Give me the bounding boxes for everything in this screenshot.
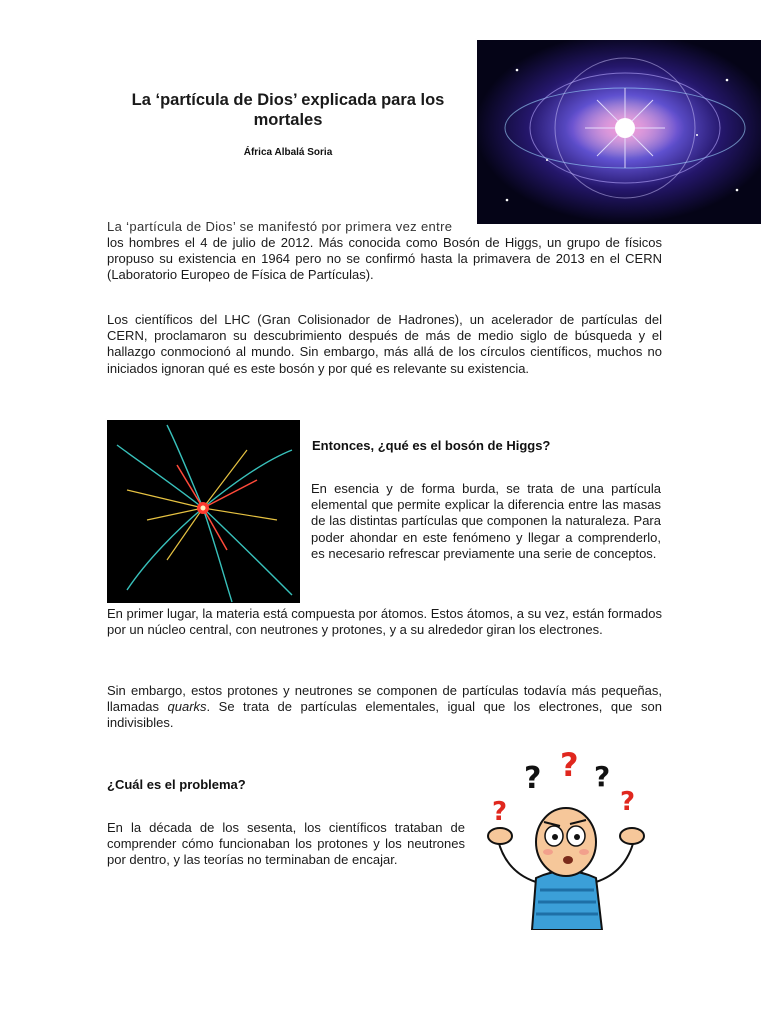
svg-text:?: ? — [524, 761, 542, 796]
paragraph-3: En esencia y de forma burda, se trata de una partícula elemental que permite explicar la diferencia entre las masas de las distintas partículas que componen la naturaleza. Para poder ahondar en este fenómeno y llegar a comprenderlo, es necesario refrescar previamente una serie de conceptos. — [311, 481, 661, 561]
cosmic-energy-burst-image — [477, 40, 761, 224]
lead-first-line: La ‘partícula de Dios’ se manifestó por primera vez entre — [107, 219, 453, 234]
paragraph-5-text-end: . Se trata de partículas elementales, igual que los electrones, que son indivisibles. — [107, 699, 662, 731]
paragraph-2: Los científicos del LHC (Gran Colisionador de Hadrones), un acelerador de partículas del CERN, proclamaron su descubrimiento después de más de medio siglo de búsqueda y el hallazgo conmocionó al mundo. Sin embargo, más allá de los círculos científicos, muchos no iniciados ignoran qué es este bosón y por qué es relevante su existencia. — [107, 312, 662, 376]
svg-text:?: ? — [560, 752, 579, 784]
paragraph-1: los hombres el 4 de julio de 2012. Más conocida como Bosón de Higgs, un grupo de físicos propuso su existencia en 1964 pero no se confirmó hasta la primavera de 2013 en el CERN (Laboratorio Europeo de Física de Partículas). — [107, 235, 662, 283]
paragraph-6: En la década de los sesenta, los científicos trataban de comprender cómo funcionaban los protones y los neutrones por dentro, y las teorías no terminaban de encajar. — [107, 820, 465, 868]
paragraph-5-quarks: quarks — [167, 699, 207, 715]
heading-problem: ¿Cuál es el problema? — [107, 777, 246, 792]
svg-text:?: ? — [492, 797, 508, 827]
heading-higgs: Entonces, ¿qué es el bosón de Higgs? — [312, 438, 551, 453]
paragraph-5-text-start: Sin embargo, estos protones y neutrones se componen de partículas todavía más pequeñas, llamadas — [107, 683, 662, 715]
paragraph-4: En primer lugar, la materia está compuesta por átomos. Estos átomos, a su vez, están formados por un núcleo central, con neutrones y protones, y a su alrededor giran los electrones. — [107, 606, 662, 638]
article-title: La ‘partícula de Dios’ explicada para los mortales — [131, 91, 445, 129]
confused-man-question-marks-cartoon — [484, 752, 648, 930]
article-author: África Albalá Soria — [243, 147, 333, 158]
svg-text:?: ? — [594, 760, 611, 793]
particle-collision-event-image — [107, 420, 300, 603]
paragraph-5 — [107, 683, 662, 732]
svg-text:?: ? — [620, 787, 636, 817]
